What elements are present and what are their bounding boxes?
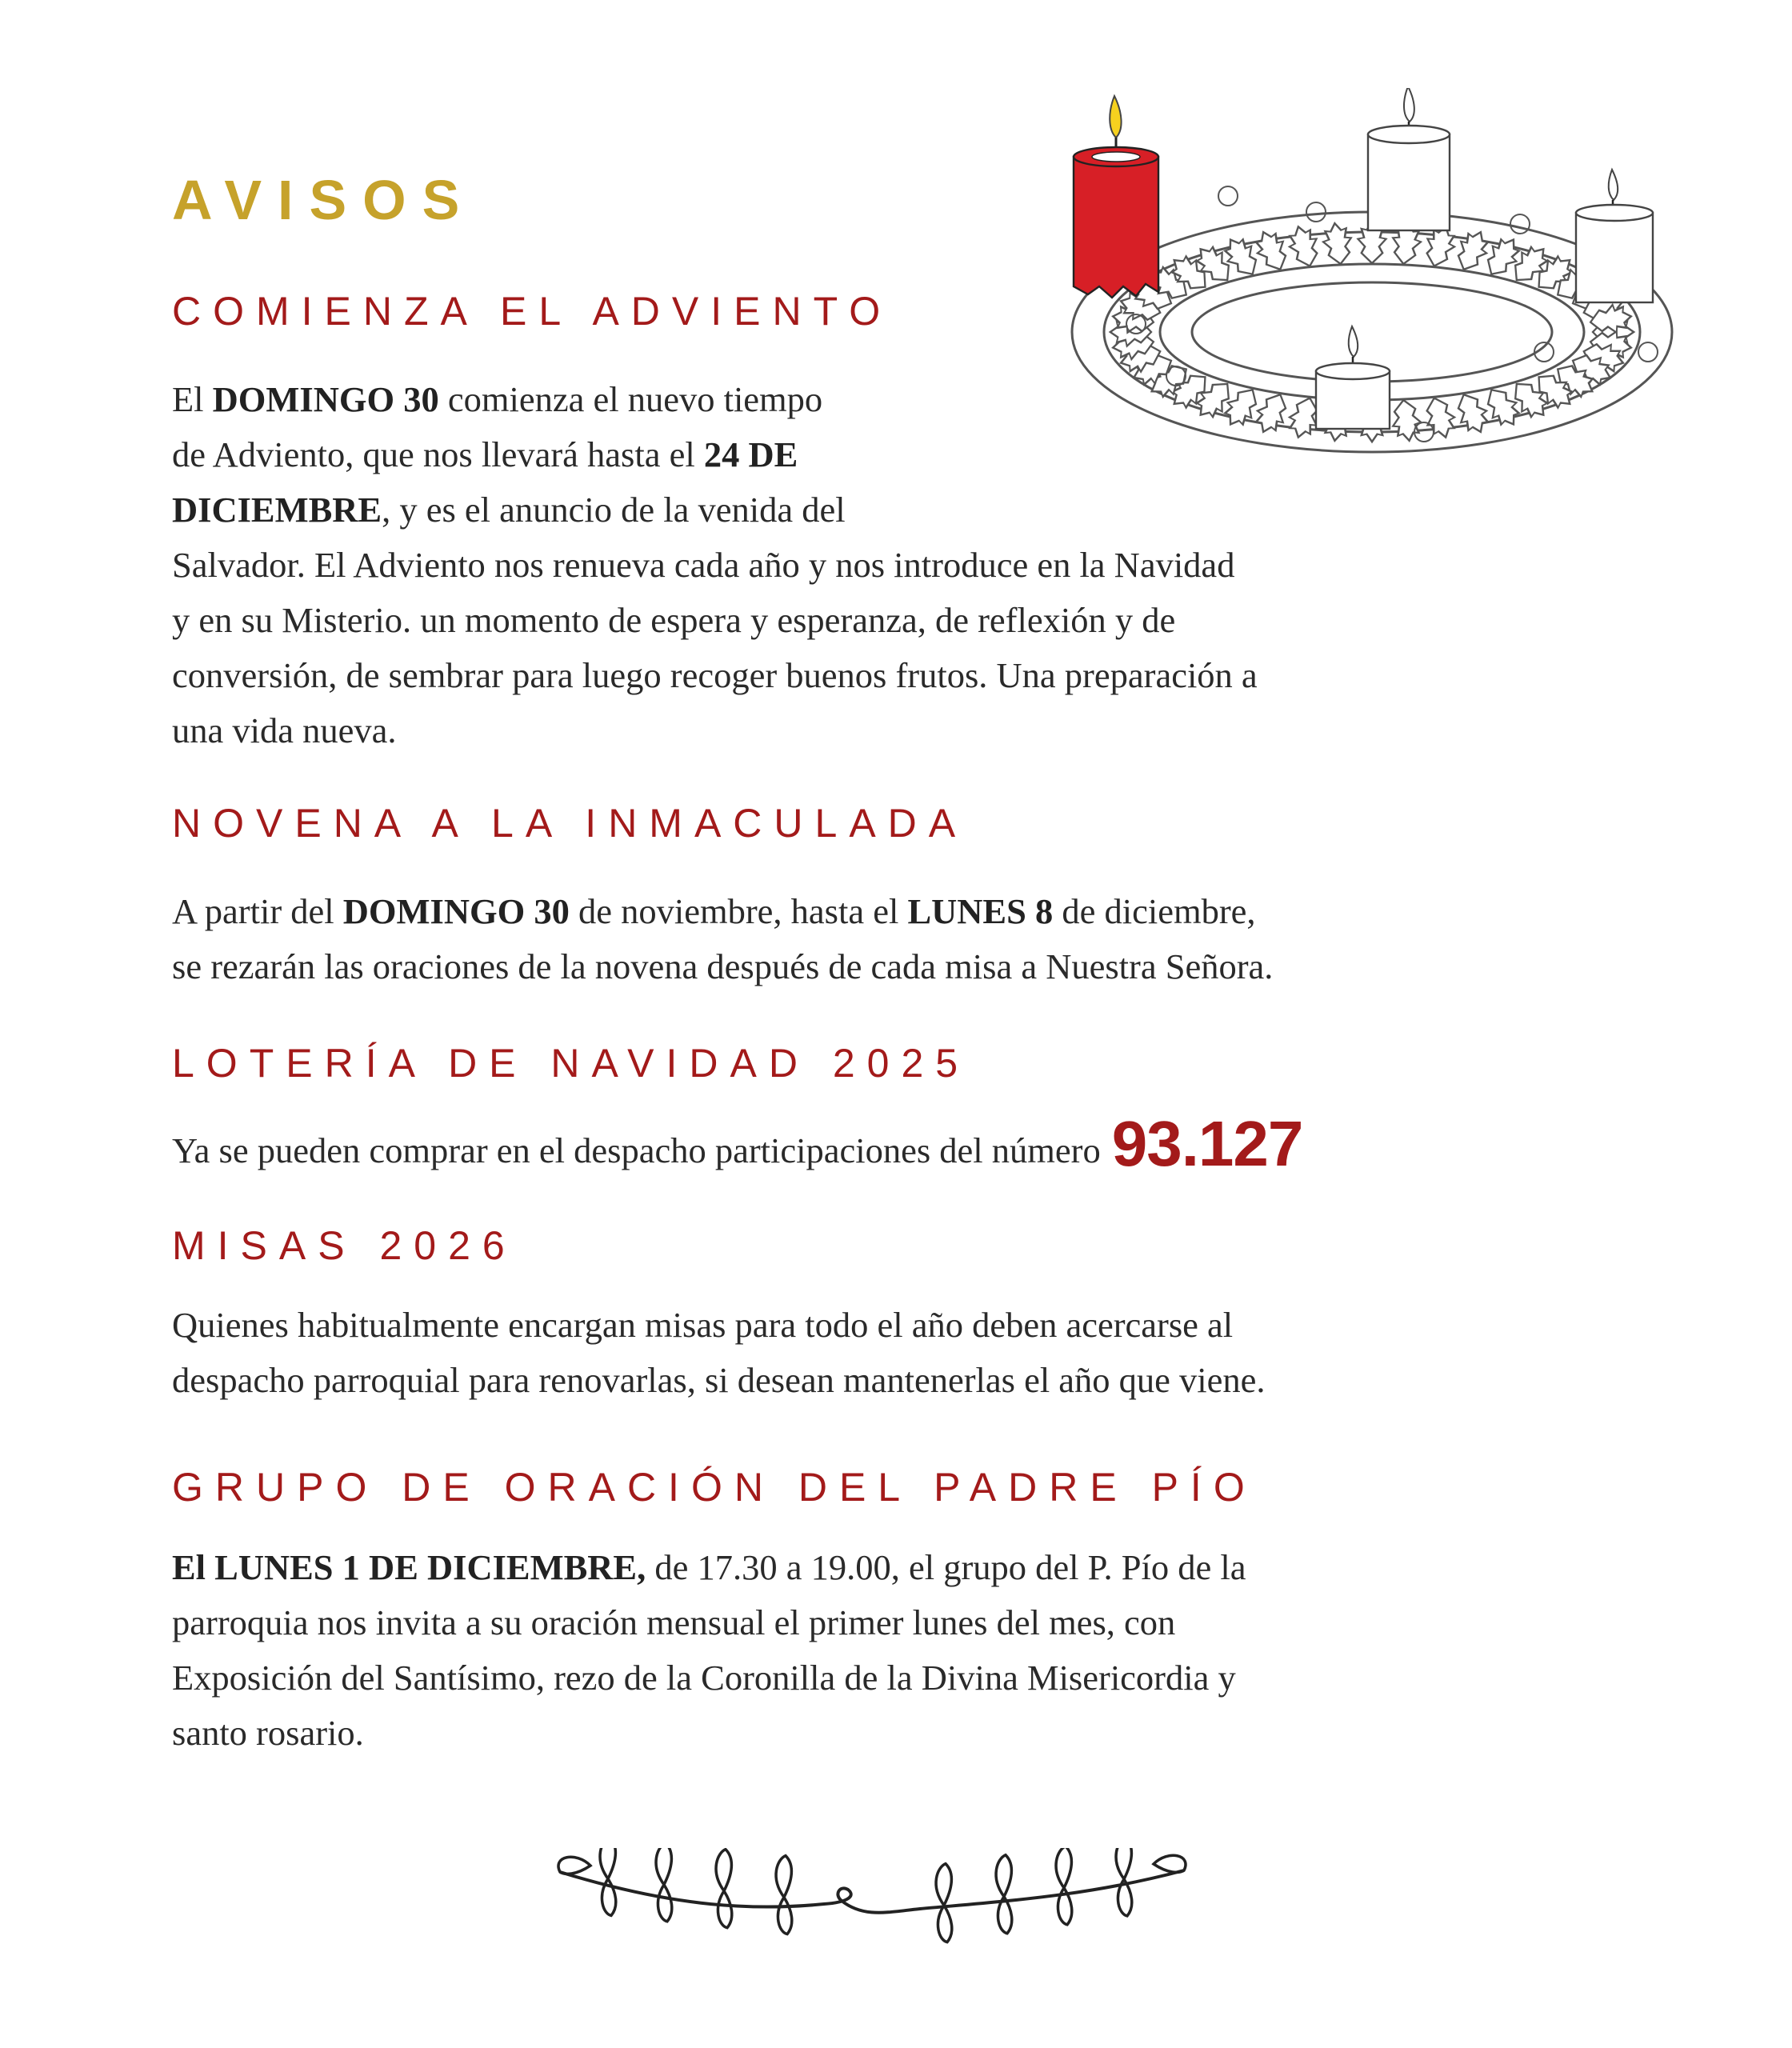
lottery-number: 93.127 [1111, 1108, 1303, 1179]
body-text: despacho parroquial para renovarlas, si desean mantenerlas el año que viene. [172, 1360, 1266, 1400]
paragraph-line [172, 884, 1273, 939]
white-candle-icon [1368, 88, 1450, 230]
body-text: , y es el anuncio de la venida del [382, 490, 846, 530]
body-text: de 17.30 a 19.00, el grupo del P. Pío de la [646, 1547, 1246, 1587]
section-body-loteria [172, 1108, 1303, 1179]
section-body-adviento [172, 372, 1258, 758]
paragraph-line [172, 593, 1258, 648]
page-title: AVISOS [172, 169, 476, 231]
paragraph-line [172, 939, 1273, 994]
section-body-novena [172, 884, 1273, 994]
bold-text: DICIEMBRE [172, 490, 382, 530]
body-text: comienza el nuevo tiempo [438, 379, 823, 419]
body-text: El [172, 379, 213, 419]
paragraph-line [172, 1706, 1246, 1761]
body-text: conversión, de sembrar para luego recoger buenos frutos. Una preparación a [172, 655, 1258, 695]
white-candle-icon [1576, 170, 1653, 302]
section-body-padre-pio [172, 1540, 1246, 1761]
section-body-misas [172, 1298, 1266, 1408]
white-candle-icon [1316, 326, 1390, 429]
body-text: Exposición del Santísimo, rezo de la Coronilla de la Divina Misericordia y [172, 1658, 1236, 1698]
section-heading-novena: NOVENA A LA INMACULADA [172, 801, 968, 846]
paragraph-line [172, 1595, 1246, 1650]
bold-text: 24 DE [703, 434, 798, 474]
body-text: santo rosario. [172, 1713, 364, 1753]
body-text: parroquia nos invita a su oración mensual el primer lunes del mes, con [172, 1602, 1176, 1642]
bold-text: El LUNES 1 DE DICIEMBRE, [172, 1547, 646, 1587]
body-text: de Adviento, que nos llevará hasta el [172, 434, 704, 474]
body-text: Salvador. El Adviento nos renueva cada año y nos introduce en la Navidad [172, 545, 1235, 585]
paragraph-line [172, 427, 1258, 482]
loteria-text: Ya se pueden comprar en el despacho participaciones del número [172, 1130, 1101, 1170]
bold-text: LUNES 8 [907, 891, 1054, 931]
body-text: Quienes habitualmente encargan misas para todo el año deben acercarse al [172, 1305, 1234, 1345]
paragraph-line [172, 482, 1258, 538]
body-text: se rezarán las oraciones de la novena después de cada misa a Nuestra Señora. [172, 946, 1274, 986]
paragraph-line [172, 538, 1258, 593]
bold-text: DOMINGO 30 [212, 379, 439, 419]
red-candle-icon [1074, 96, 1158, 298]
paragraph-line [172, 703, 1258, 758]
paragraph-line [172, 1540, 1246, 1595]
section-heading-misas: MISAS 2026 [172, 1223, 517, 1268]
body-text: de noviembre, hasta el [569, 891, 908, 931]
section-heading-loteria: LOTERÍA DE NAVIDAD 2025 [172, 1041, 970, 1086]
leaf-garland-divider [544, 1848, 1200, 1952]
body-text: A partir del [172, 891, 343, 931]
paragraph-line [172, 372, 1258, 427]
paragraph-line [172, 648, 1258, 703]
body-text: una vida nueva. [172, 710, 397, 750]
section-heading-padre-pio: GRUPO DE ORACIÓN DEL PADRE PÍO [172, 1465, 1257, 1510]
paragraph-line [172, 1650, 1246, 1706]
body-text: de diciembre, [1053, 891, 1256, 931]
section-heading-adviento: COMIENZA EL ADVIENTO [172, 289, 893, 334]
body-text: y en su Misterio. un momento de espera y esperanza, de reflexión y de [172, 600, 1176, 640]
paragraph-line [172, 1298, 1266, 1353]
bold-text: DOMINGO 30 [342, 891, 570, 931]
paragraph-line [172, 1353, 1266, 1408]
